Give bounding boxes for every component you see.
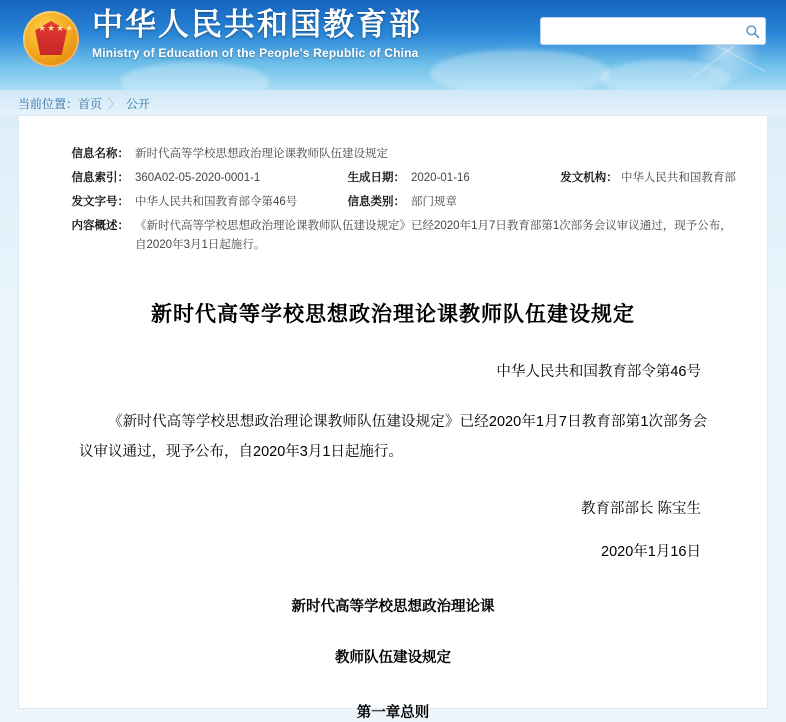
metadata-label-created: 生成日期： [347,172,405,184]
document-chapter-heading: 第一章总则 [356,705,430,721]
document-body [19,298,767,722]
metadata-row-docnum [45,190,741,214]
breadcrumb-item-home[interactable]: 首页 [78,97,103,111]
document-subtitle-line1: 新时代高等学校思想政治理论课 [291,599,495,615]
metadata-label-doctype: 信息类别： [347,196,405,208]
document-title: 新时代高等学校思想政治理论课教师队伍建设规定 [151,303,635,326]
emblem-stars: ★★★★ [38,23,75,33]
site-title [92,6,422,60]
breadcrumb-bar [0,90,786,115]
metadata-value-index: 360A02-05-2020-0001-1 [135,172,261,184]
metadata-label-docnum: 发文字号： [71,196,129,208]
metadata-value-issuer: 中华人民共和国教育部 [620,172,736,184]
breadcrumb [18,95,150,112]
metadata-value-name: 新时代高等学校思想政治理论课教师队伍建设规定 [135,148,388,160]
breadcrumb-separator-icon: 〉 [108,97,121,111]
content-card [18,115,768,721]
site-header [0,0,786,90]
metadata-row-index [45,166,741,190]
metadata-created-date: 2020-01-16 [411,172,470,184]
document-date: 2020年1月16日 [601,544,701,560]
document-order-number: 中华人民共和国教育部令第46号 [496,364,701,380]
page-background [0,115,786,721]
document-metadata [45,142,741,258]
breadcrumb-item-current[interactable]: 公开 [126,97,151,111]
site-title-cn: 中华人民共和国教育部 [92,7,422,42]
search-box[interactable] [540,17,766,45]
site-title-en: Ministry of Education of the People's Republic of China [92,46,419,60]
metadata-table [45,142,741,258]
document-signer: 教育部部长 陈宝生 [580,501,701,517]
metadata-value-docnum: 中华人民共和国教育部令第46号 [135,196,298,208]
metadata-label-issuer: 发文机构： [560,172,618,184]
metadata-row-name [45,142,741,166]
metadata-value-created [411,166,741,190]
metadata-row-summary [45,214,741,258]
metadata-value-doctype: 部门规章 [411,196,457,208]
metadata-label-name: 信息名称： [71,148,129,160]
search-input[interactable] [541,20,739,42]
metadata-label-index: 信息索引： [71,172,129,184]
metadata-label-summary: 内容概述： [71,220,129,232]
metadata-value-summary: 《新时代高等学校思想政治理论课教师队伍建设规定》已经2020年1月7日教育部第1次部务会议审议通过，现予公布，自2020年3月1日起施行。 [135,220,732,251]
breadcrumb-prefix: 当前位置： [18,97,79,111]
document-paragraph: 《新时代高等学校思想政治理论课教师队伍建设规定》已经2020年1月7日教育部第1次部务会议审议通过，现予公布，自2020年3月1日起施行。 [79,414,707,460]
national-emblem-icon [20,8,82,70]
document-subtitle-line2: 教师队伍建设规定 [335,650,451,666]
search-icon[interactable] [739,19,765,43]
